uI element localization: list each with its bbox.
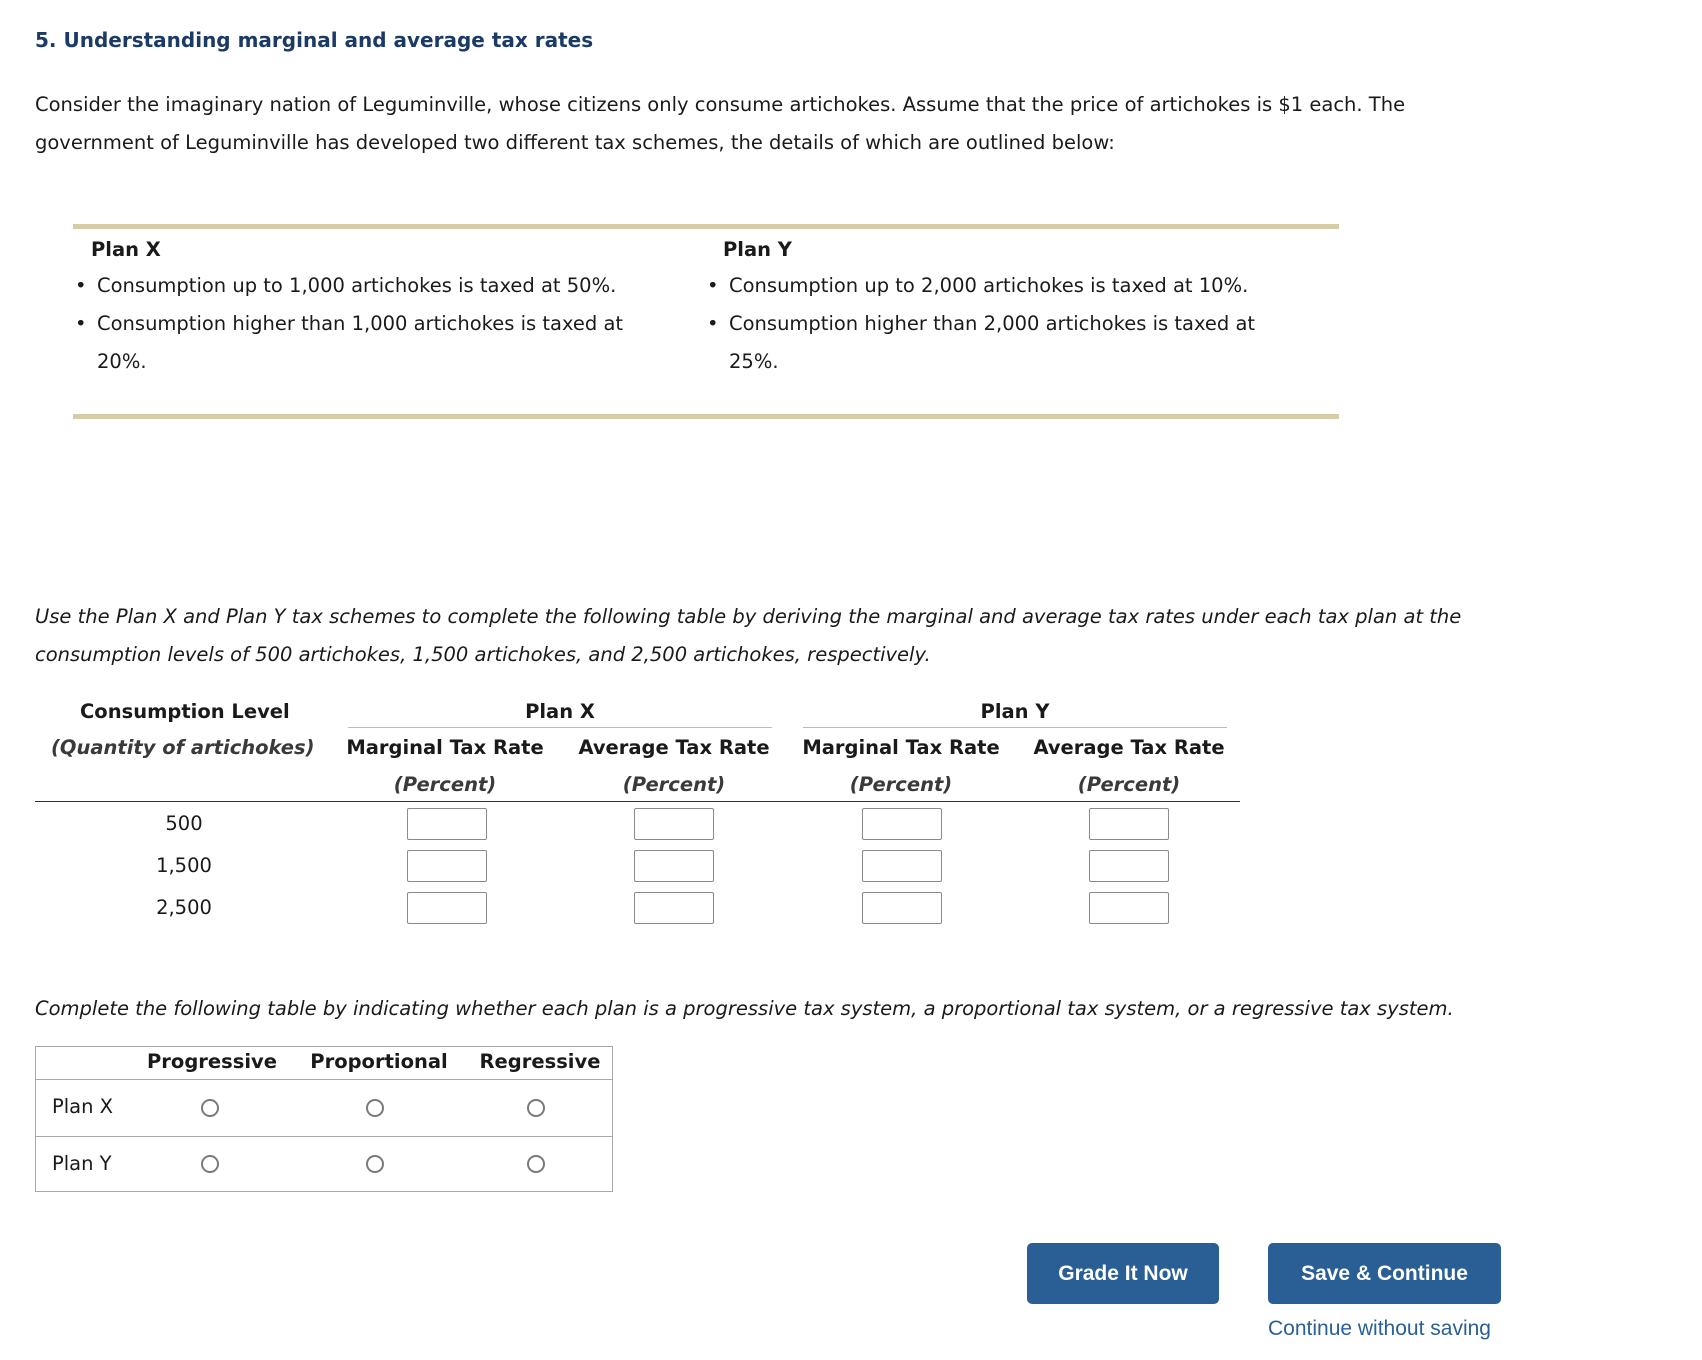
plan-y-column [707, 238, 1287, 381]
plan-x-average-input[interactable] [634, 892, 714, 924]
plan-y-title: Plan Y [723, 238, 792, 261]
classify-instruction: Complete the following table by indicating whether each plan is a progressive tax system, a proportional tax system, or a regressive tax system. [35, 997, 1454, 1020]
plan-x-average-input[interactable] [634, 808, 714, 840]
question-intro: Consider the imaginary nation of Leguminville, whose citizens only consume artichokes. Assume that the price of artichokes is $1 each. The government of Leguminville has developed two different tax schemes, the details of which are outlined below: [35, 93, 1406, 154]
plan-y-average-input[interactable] [1089, 808, 1169, 840]
row-divider [36, 1079, 612, 1080]
grade-it-now-button[interactable]: Grade It Now [1027, 1243, 1219, 1304]
plan-x-marginal-input[interactable] [407, 850, 487, 882]
bullet-icon: • [707, 274, 719, 297]
plans-bottom-rule [73, 414, 1339, 419]
percent-label: (Percent) [1077, 773, 1181, 796]
bullet-icon: • [75, 274, 87, 297]
plan-x-marginal-input[interactable] [407, 892, 487, 924]
plan-x-group-header: Plan X [525, 700, 595, 723]
column-header-progressive: Progressive [147, 1050, 277, 1073]
plan-y-marginal-input[interactable] [862, 892, 942, 924]
row-divider [36, 1136, 612, 1137]
save-and-continue-button[interactable]: Save & Continue [1268, 1243, 1501, 1304]
column-header-proportional: Proportional [310, 1050, 448, 1073]
plan-y-average-header: Average Tax Rate [1033, 736, 1225, 759]
consumption-header: Consumption Level [80, 700, 290, 723]
plan-x-column [75, 238, 655, 381]
rates-instruction: Use the Plan X and Plan Y tax schemes to complete the following table by deriving the marginal and average tax rates under each tax plan at the consumption levels of 500 artichokes, 1,500 artichokes, and 2,500 artichokes, respectively. [35, 605, 1462, 666]
plan-x-group-rule [348, 727, 772, 728]
plan-x-proportional-radio[interactable] [366, 1099, 384, 1117]
question-title: 5. Understanding marginal and average tax rates [35, 28, 594, 52]
bullet-icon: • [707, 312, 719, 335]
plan-y-bullet: • Consumption higher than 2,000 artichokes is taxed at 25%. [707, 305, 1289, 381]
plan-x-progressive-radio[interactable] [201, 1099, 219, 1117]
plan-x-marginal-input[interactable] [407, 808, 487, 840]
plan-y-proportional-radio[interactable] [366, 1155, 384, 1173]
plan-y-average-input[interactable] [1089, 892, 1169, 924]
plan-x-average-input[interactable] [634, 850, 714, 882]
percent-label: (Percent) [393, 773, 497, 796]
plan-y-marginal-input[interactable] [862, 808, 942, 840]
plans-top-rule [73, 224, 1339, 229]
plan-x-marginal-header: Marginal Tax Rate [346, 736, 544, 759]
plan-x-average-header: Average Tax Rate [578, 736, 770, 759]
percent-label: (Percent) [622, 773, 726, 796]
plan-y-regressive-radio[interactable] [527, 1155, 545, 1173]
consumption-level: 1,500 [156, 854, 212, 877]
plan-y-group-header: Plan Y [980, 700, 1050, 723]
plan-x-title: Plan X [91, 238, 161, 261]
plan-y-progressive-radio[interactable] [201, 1155, 219, 1173]
plan-x-regressive-radio[interactable] [527, 1099, 545, 1117]
plan-y-group-rule [803, 727, 1227, 728]
consumption-level: 2,500 [156, 896, 212, 919]
plan-x-bullet: • Consumption up to 1,000 artichokes is taxed at 50%. [75, 267, 655, 305]
column-header-regressive: Regressive [479, 1050, 601, 1073]
continue-without-saving-link[interactable]: Continue without saving [1268, 1317, 1491, 1340]
bullet-icon: • [75, 312, 87, 335]
plan-y-marginal-header: Marginal Tax Rate [802, 736, 1000, 759]
consumption-subheader: (Quantity of artichokes) [51, 736, 315, 759]
plan-y-bullet: • Consumption up to 2,000 artichokes is taxed at 10%. [707, 267, 1287, 305]
row-label-plan-y: Plan Y [52, 1152, 112, 1175]
plan-y-average-input[interactable] [1089, 850, 1169, 882]
percent-label: (Percent) [849, 773, 953, 796]
plan-x-bullet: • Consumption higher than 1,000 artichokes is taxed at 20%. [75, 305, 657, 381]
consumption-level: 500 [165, 812, 203, 835]
rates-header-rule [35, 801, 1240, 802]
plan-y-marginal-input[interactable] [862, 850, 942, 882]
row-label-plan-x: Plan X [52, 1095, 114, 1118]
classify-table [35, 1046, 613, 1192]
